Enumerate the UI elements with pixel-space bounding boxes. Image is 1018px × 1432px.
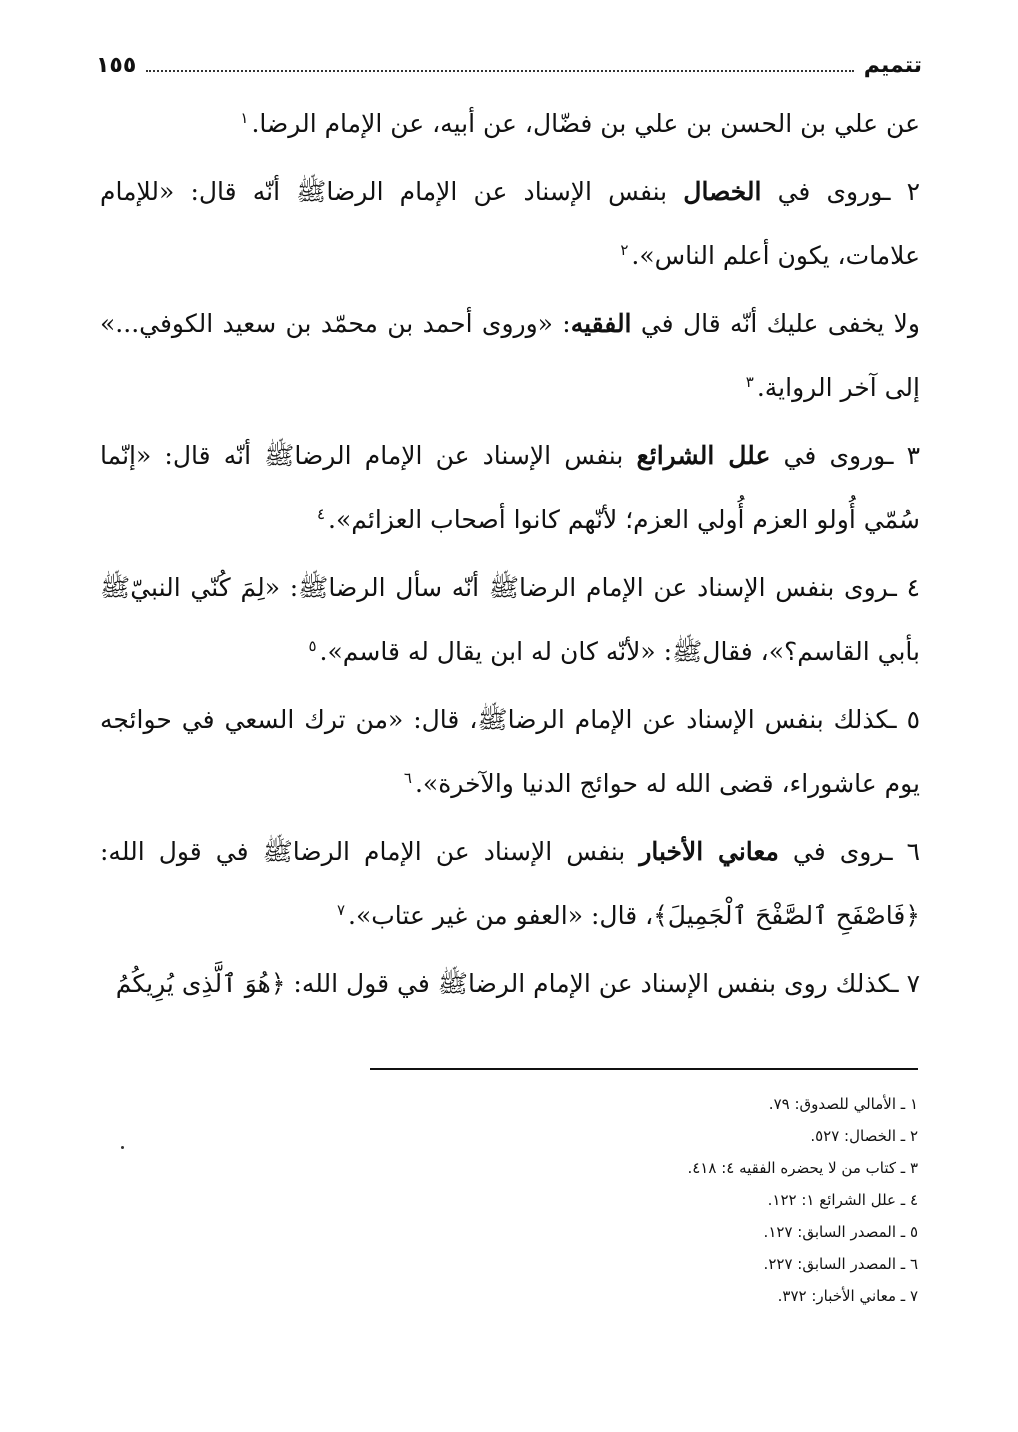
item-number: ٦ ـ — [885, 837, 920, 866]
book-title: علل الشرائع — [636, 441, 771, 470]
footnote-ref: ٢ — [620, 240, 629, 259]
item-number: ٣ ـ — [886, 441, 921, 470]
footnotes — [358, 1088, 918, 1312]
paragraph-text: كذلك روى بنفس الإسناد عن الإمام الرضاﷺ في قول الله: ﴿هُوَ ٱلَّذِى يُرِيكُمُ — [115, 969, 892, 998]
paragraph-text: عن علي بن الحسن بن علي بن فضّال، عن أبيه، عن الإمام الرضا. — [251, 109, 920, 138]
paragraph — [100, 160, 920, 292]
paragraph — [100, 952, 920, 1020]
running-header — [96, 38, 922, 78]
paragraph-text: بنفس الإسناد عن الإمام الرضاﷺ في قول الله: ﴿فَاصْفَحِ ٱلصَّفْحَ ٱلْجَمِيلَ﴾، قال: «العفو من غير عتاب». — [100, 837, 920, 930]
footnote-ref: ٣ — [745, 372, 754, 391]
paragraph-text: روى في — [778, 837, 886, 866]
running-title: تتميم — [863, 53, 922, 78]
footnote-ref: ٥ — [308, 636, 317, 655]
footnote-ref: ١ — [240, 108, 249, 127]
item-number: ٤ ـ — [889, 573, 920, 602]
item-number: ٧ ـ — [891, 969, 920, 998]
paragraph-text: روى بنفس الإسناد عن الإمام الرضاﷺ أنّه سأل الرضاﷺ: «لِمَ كُنّي النبيّﷺ بأبي القاسم؟»، فقالﷺ: «لأنّه كان له ابن يقال له قاسم». — [100, 573, 920, 666]
footnote: ٥ ـ المصدر السابق: ١٢٧. — [763, 1223, 918, 1241]
paragraph-text: وروى في — [761, 177, 884, 206]
footnote-ref: ٦ — [403, 768, 412, 787]
paragraph-text: ولا يخفى عليك أنّه قال في — [631, 309, 920, 338]
header-dot-leader — [146, 69, 853, 72]
paragraph — [100, 688, 920, 820]
footnote-separator — [370, 1068, 918, 1070]
item-number: ٢ ـ — [883, 177, 921, 206]
paragraph — [100, 92, 920, 160]
paragraph-text: بنفس الإسناد عن الإمام الرضاﷺ أنّه قال: «إنّما سُمّي أُولو العزم أُولي العزم؛ لأنّهم كانوا أصحاب العزائم». — [100, 441, 920, 534]
paragraph-text: : «وروى أحمد بن محمّد بن سعيد الكوفي...» إلى آخر الرواية. — [100, 309, 920, 402]
paragraph — [100, 820, 920, 952]
paragraph-text: بنفس الإسناد عن الإمام الرضاﷺ أنّه قال: «للإمام علامات، يكون أعلم الناس». — [100, 177, 920, 270]
paragraph — [100, 424, 920, 556]
book-title: الخصال — [683, 177, 762, 206]
paragraph — [100, 292, 920, 424]
book-title: معاني الأخبار — [639, 837, 779, 866]
footnote: ٦ ـ المصدر السابق: ٢٢٧. — [763, 1255, 918, 1273]
footnote-ref: ٧ — [336, 900, 346, 919]
paragraph-text: وروى في — [770, 441, 887, 470]
item-number: ٥ ـ — [889, 705, 920, 734]
scan-speck — [121, 1146, 124, 1149]
footnote: ١ ـ الأمالي للصدوق: ٧٩. — [768, 1095, 918, 1113]
footnote: ٤ ـ علل الشرائع ١: ١٢٢. — [767, 1191, 918, 1209]
page-number: ١٥٥ — [96, 53, 137, 78]
main-text — [100, 92, 920, 1020]
book-title: الفقيه — [570, 309, 632, 338]
footnote: ٢ ـ الخصال: ٥٢٧. — [810, 1127, 918, 1145]
paragraph — [100, 556, 920, 688]
footnote: ٧ ـ معاني الأخبار: ٣٧٢. — [777, 1287, 918, 1305]
paragraph-text: كذلك بنفس الإسناد عن الإمام الرضاﷺ، قال: «من ترك السعي في حوائجه يوم عاشوراء، قضى الله له حوائج الدنيا والآخرة». — [100, 705, 920, 798]
footnote-ref: ٤ — [316, 504, 326, 523]
footnote: ٣ ـ كتاب من لا يحضره الفقيه ٤: ٤١٨. — [687, 1159, 918, 1177]
